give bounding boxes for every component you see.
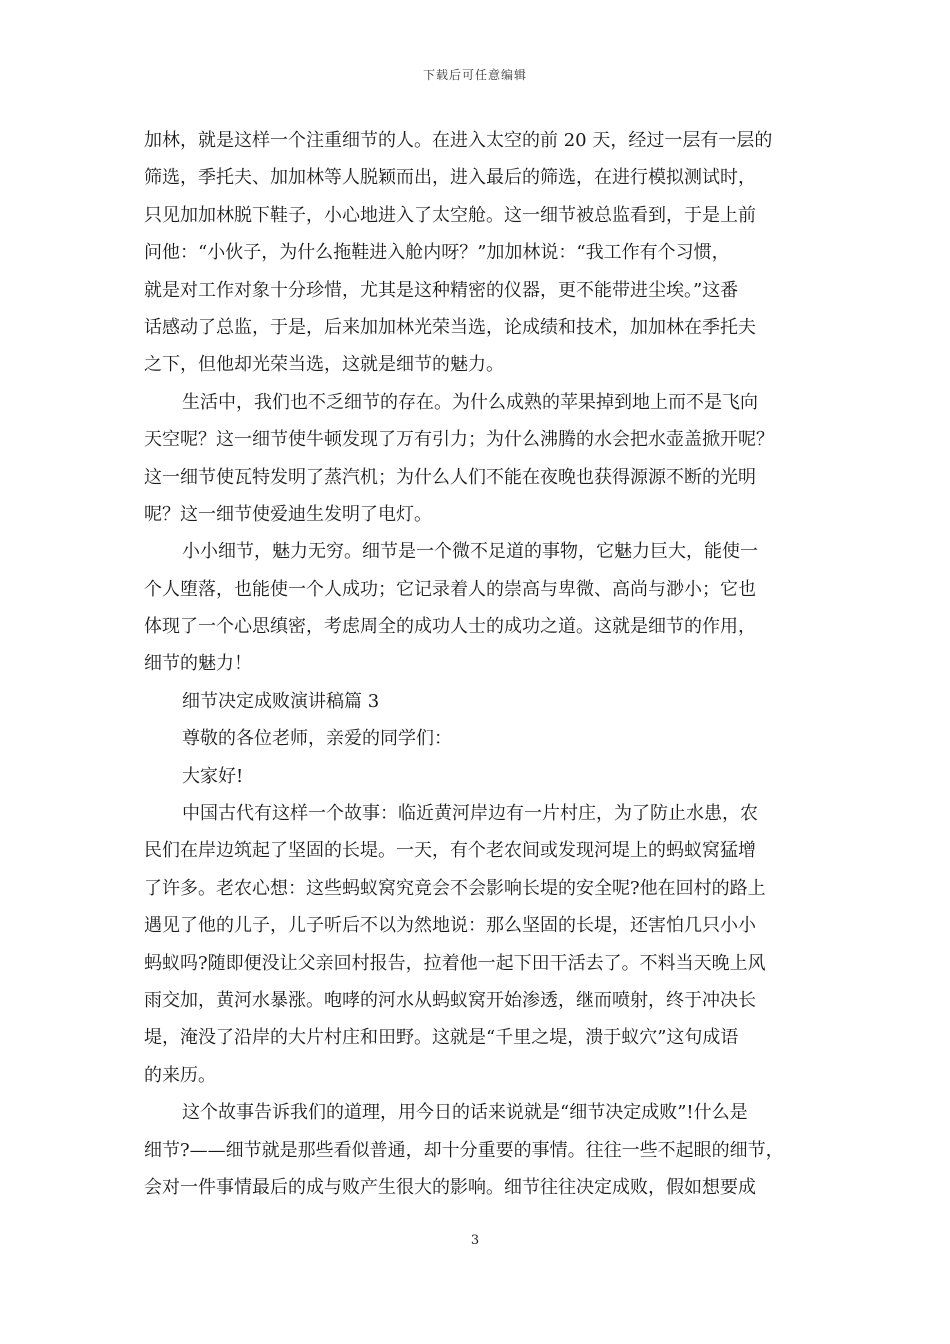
text-line: 蚂蚁吗?随即便没让父亲回村报告，拉着他一起下田干活去了。不料当天晚上风: [144, 952, 766, 974]
text-line: 了许多。老农心想：这些蚂蚁窝究竟会不会影响长堤的安全呢?他在回村的路上: [144, 877, 766, 899]
text-line: 加林，就是这样一个注重细节的人。在进入太空的前 20 天，经过一层有一层的: [144, 130, 773, 151]
text-line: 筛选，季托夫、加加林等人脱颖而出，进入最后的筛选，在进行模拟测试时，: [144, 167, 756, 189]
text-line: 的来历。: [144, 1064, 216, 1086]
text-line: 体现了一个心思缜密，考虑周全的成功人士的成功之道。这就是细节的作用，: [144, 616, 756, 638]
text-line: 问他：“小伙子，为什么拖鞋进入舱内呀？”加加林说：“我工作有个习惯，: [144, 242, 730, 264]
text-line: 遇见了他的儿子，儿子听后不以为然地说：那么坚固的长堤，还害怕几只小小: [144, 915, 756, 937]
text-line: 细节的魅力！: [144, 653, 252, 675]
text-line: 这一细节使瓦特发明了蒸汽机；为什么人们不能在夜晚也获得源源不断的光明: [144, 466, 756, 488]
salutation-line: 尊敬的各位老师，亲爱的同学们：: [182, 728, 452, 750]
text-line: 话感动了总监，于是，后来加加林光荣当选，论成绩和技术，加加林在季托夫: [144, 316, 756, 338]
page-header: 下载后可任意编辑: [422, 68, 527, 82]
page-number: 3: [470, 1233, 480, 1248]
paragraph-start-line: 这个故事告诉我们的道理，用今日的话来说就是“细节决定成败”!什么是: [182, 1102, 748, 1124]
text-line: 雨交加，黄河水暴涨。咆哮的河水从蚂蚁窝开始渗透，继而喷射，终于冲决长: [144, 989, 756, 1011]
text-line: 堤，淹没了沿岸的大片村庄和田野。这就是“千里之堤，溃于蚁穴”这句成语: [144, 1027, 739, 1049]
text-line: 呢？这一细节使爱迪生发明了电灯。: [144, 503, 432, 525]
text-line: 民们在岸边筑起了坚固的长堤。一天，有个老农间或发现河堤上的蚂蚁窝猛增: [144, 840, 756, 862]
text-line: 只见加加林脱下鞋子，小心地进入了太空舱。这一细节被总监看到，于是上前: [144, 204, 756, 226]
section-title: 细节决定成败演讲稿篇 3: [182, 690, 380, 712]
greeting-line: 大家好!: [182, 765, 244, 787]
text-line: 个人堕落，也能使一个人成功；它记录着人的崇高与卑微、高尚与渺小；它也: [144, 578, 756, 600]
text-line: 细节?——细节就是那些看似普通，却十分重要的事情。往往一些不起眼的细节，: [144, 1139, 784, 1161]
text-line: 天空呢？这一细节使牛顿发现了万有引力；为什么沸腾的水会把水壶盖掀开呢？: [144, 429, 774, 451]
text-line: 之下，但他却光荣当选，这就是细节的魅力。: [144, 354, 504, 376]
paragraph-start-line: 中国古代有这样一个故事：临近黄河岸边有一片村庄，为了防止水患，农: [182, 803, 758, 825]
paragraph-start-line: 生活中，我们也不乏细节的存在。为什么成熟的苹果掉到地上而不是飞向: [182, 391, 758, 413]
body-text: [144, 122, 806, 1206]
text-line: 会对一件事情最后的成与败产生很大的影响。细节往往决定成败，假如想要成: [144, 1176, 756, 1198]
paragraph-start-line: 小小细节，魅力无穷。细节是一个微不足道的事物，它魅力巨大，能使一: [182, 541, 758, 563]
text-line: 就是对工作对象十分珍惜，尤其是这种精密的仪器，更不能带进尘埃。”这番: [144, 279, 739, 301]
